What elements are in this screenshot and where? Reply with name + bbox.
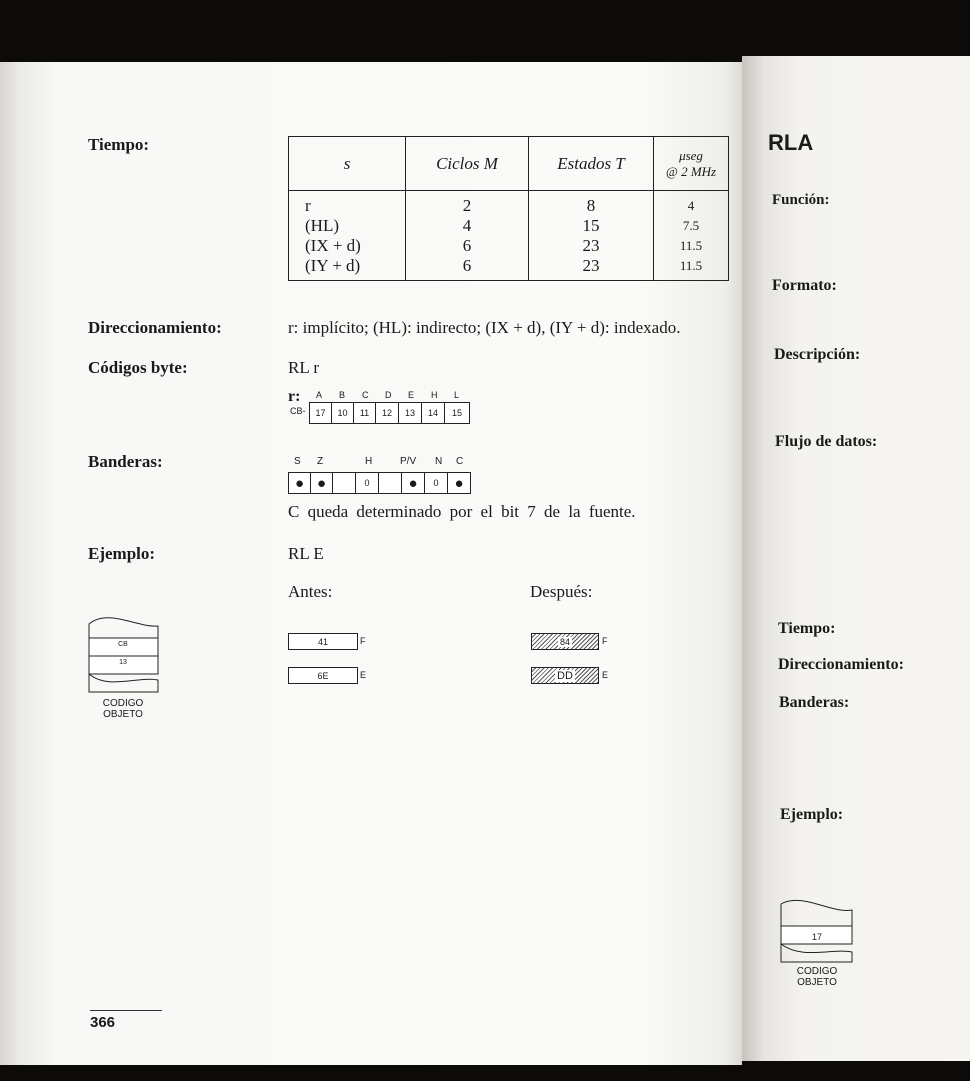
- flag-name: P/V: [400, 456, 417, 467]
- header-estados-t: Estados T: [529, 137, 654, 191]
- row-estados: 23: [582, 235, 600, 255]
- row-s: (IX + d): [305, 235, 361, 255]
- flag-cell-n: 0: [424, 472, 448, 494]
- label-flujo-datos: Flujo de datos:: [775, 433, 878, 450]
- despues-f-register: [531, 633, 599, 650]
- flag-cell-z: ●: [310, 472, 333, 494]
- antes-label: Antes:: [288, 582, 333, 601]
- flag-name: S: [294, 456, 301, 467]
- byte-code-mnemonic: RL r: [288, 358, 320, 377]
- row-estados: 23: [582, 255, 600, 275]
- header-useg: [654, 137, 729, 191]
- despues-e-value: DD: [557, 669, 573, 682]
- opcode-cell: 11: [353, 402, 376, 424]
- header-useg-line2: @ 2 MHz: [665, 163, 717, 179]
- opcode-cell: 14: [421, 402, 445, 424]
- object-code-byte: CB: [118, 641, 128, 648]
- antes-f-register: 41: [288, 633, 358, 650]
- despues-f-label: F: [602, 636, 608, 646]
- register-name: D: [385, 390, 392, 400]
- row-useg: 4: [687, 197, 695, 213]
- object-code-byte-right: 17: [811, 932, 822, 942]
- flag-cell-blank: [332, 472, 356, 494]
- opcode-cell: 15: [444, 402, 470, 424]
- despues-f-value: 84: [559, 636, 570, 647]
- flag-name: H: [365, 456, 373, 467]
- header-s: s: [289, 137, 406, 191]
- label-tiempo: Tiempo:: [88, 135, 150, 154]
- register-name: A: [316, 390, 323, 400]
- flag-name: N: [435, 456, 443, 467]
- flag-name: Z: [317, 456, 324, 467]
- flag-cell-h: 0: [355, 472, 379, 494]
- page-number: 366: [90, 1014, 116, 1031]
- col-useg: [654, 191, 729, 281]
- label-direccionamiento-right: Direccionamiento:: [778, 656, 904, 673]
- flag-cell-s: ●: [288, 472, 311, 494]
- label-codigos-byte: Códigos byte:: [88, 358, 188, 377]
- register-name: H: [431, 390, 438, 400]
- label-formato: Formato:: [772, 277, 837, 294]
- despues-e-register: [531, 667, 599, 684]
- register-name: L: [454, 390, 460, 400]
- object-code-memory-icon-right: [780, 896, 854, 966]
- flag-name: C: [456, 456, 464, 467]
- object-code-caption-right-line1: CODIGO: [796, 966, 838, 977]
- flag-cell-blank: [378, 472, 402, 494]
- prefix-label: CB-: [290, 406, 306, 416]
- label-banderas: Banderas:: [88, 452, 163, 471]
- header-ciclos-m: Ciclos M: [406, 137, 529, 191]
- timing-table: [288, 136, 729, 281]
- row-ciclos: 4: [462, 215, 472, 235]
- object-code-caption-line1: CODIGO: [102, 698, 144, 709]
- register-name: B: [339, 390, 346, 400]
- register-label: r:: [288, 388, 301, 405]
- flags-note: C queda determinado por el bit 7 de la fuente.: [288, 502, 636, 521]
- col-s: [289, 191, 406, 281]
- antes-e-label: E: [360, 670, 367, 680]
- row-estados: 15: [582, 215, 600, 235]
- flag-cell-c: ●: [447, 472, 471, 494]
- object-code-caption-right-line2: OBJETO: [797, 977, 837, 988]
- despues-e-label: E: [602, 670, 609, 680]
- row-useg: 11.5: [679, 257, 703, 273]
- col-ciclos: [406, 191, 529, 281]
- col-estados: [529, 191, 654, 281]
- row-useg: 7.5: [682, 217, 700, 233]
- opcode-cell: 13: [398, 402, 422, 424]
- label-ejemplo: Ejemplo:: [88, 544, 156, 563]
- label-tiempo-right: Tiempo:: [778, 620, 836, 637]
- label-ejemplo-right: Ejemplo:: [780, 806, 844, 823]
- label-funcion: Función:: [772, 192, 830, 208]
- object-code-caption-line2: OBJETO: [103, 709, 143, 720]
- object-code-memory-icon: [88, 610, 160, 700]
- row-ciclos: 6: [462, 235, 472, 255]
- object-code-caption: [88, 698, 158, 720]
- row-estados: 8: [586, 195, 596, 215]
- row-useg: 11.5: [679, 237, 703, 253]
- page-number-rule: [90, 1010, 162, 1011]
- row-ciclos: 6: [462, 255, 472, 275]
- label-descripcion: Descripción:: [774, 346, 861, 363]
- row-s: (HL): [305, 215, 339, 235]
- row-ciclos: 2: [462, 195, 472, 215]
- label-banderas-right: Banderas:: [779, 694, 850, 711]
- opcode-cell: 12: [375, 402, 399, 424]
- register-name: C: [362, 390, 369, 400]
- instruction-title: RLA: [768, 130, 814, 155]
- despues-label: Después:: [530, 582, 593, 601]
- object-code-byte: 13: [119, 659, 127, 666]
- object-code-caption-right: [780, 966, 854, 988]
- antes-f-label: F: [360, 636, 366, 646]
- antes-e-register: 6E: [288, 667, 358, 684]
- row-s: r: [305, 195, 311, 215]
- label-direccionamiento: Direccionamiento:: [88, 318, 222, 337]
- header-useg-line1: μseg: [679, 147, 703, 163]
- direccionamiento-text: r: implícito; (HL): indirecto; (IX + d), (IY + d): indexado.: [288, 318, 681, 337]
- opcode-cell: 17: [309, 402, 332, 424]
- row-s: (IY + d): [305, 255, 361, 275]
- flag-cell-pv: ●: [401, 472, 425, 494]
- example-instruction: RL E: [288, 544, 324, 563]
- opcode-cell: 10: [331, 402, 354, 424]
- register-name: E: [408, 390, 415, 400]
